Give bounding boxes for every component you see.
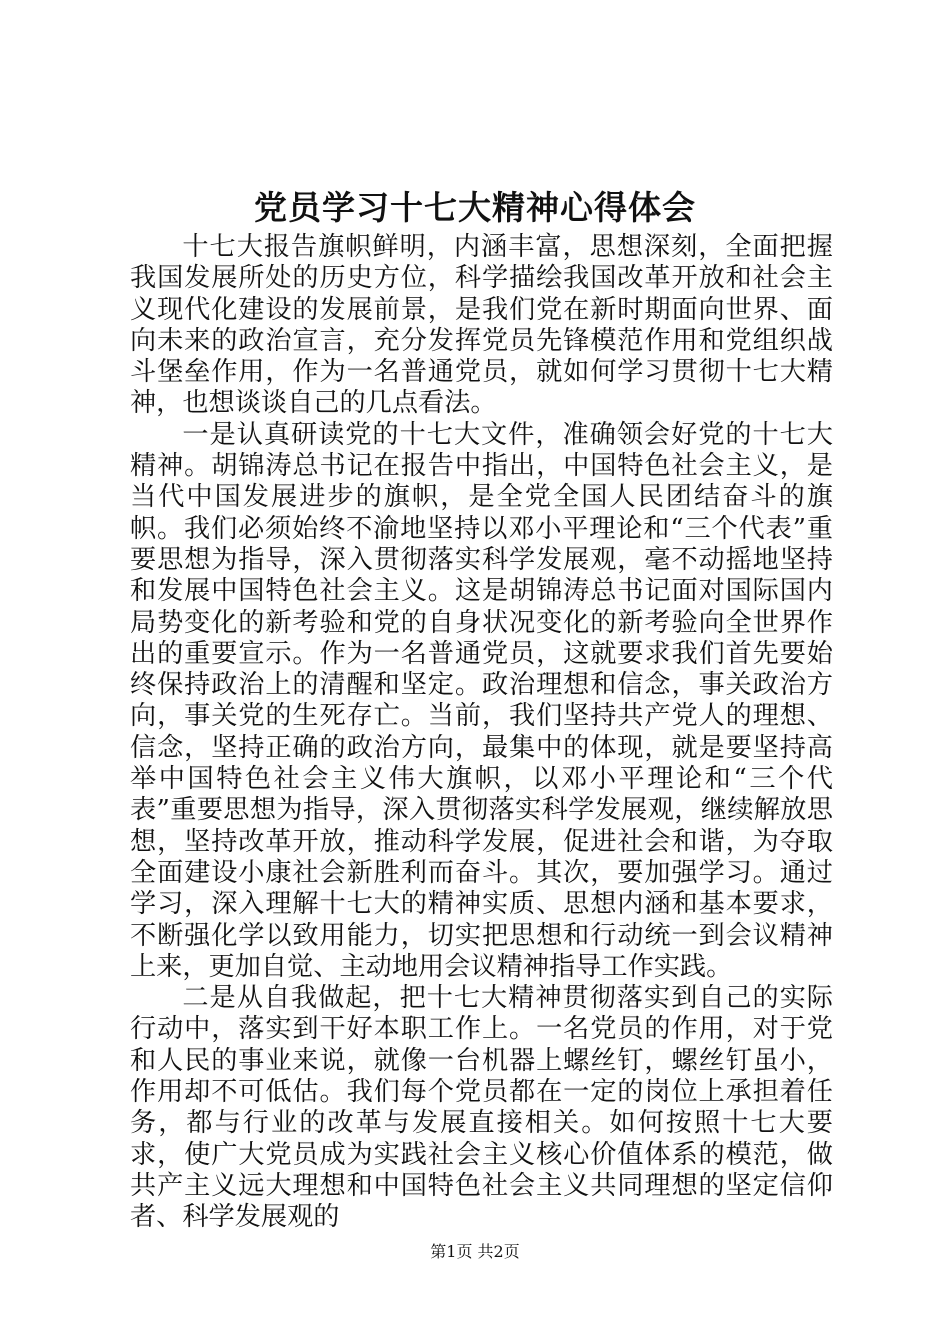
document-title: 党员学习十七大精神心得体会 (254, 188, 696, 227)
paragraph-3: 二是从自我做起，把十七大精神贯彻落实到自己的实际行动中，落实到干好本职工作上。一名党员的作用，对于党和人民的事业来说，就像一台机器上螺丝钉，螺丝钉虽小，作用却不可低估。我们每个党员都在一定的岗位上承担着任务，都与行业的改革与发展直接相关。如何按照十七大要求，使广大党员成为实践社会主义核心价值体系的模范，做共产主义远大理想和中国特色社会主义共同理想的坚定信仰者、科学发展观的 (130, 983, 833, 1233)
page-footer: 第1页 共2页 (430, 1242, 520, 1261)
document-body (130, 232, 833, 1234)
paragraph-1: 十七大报告旗帜鲜明，内涵丰富，思想深刻，全面把握我国发展所处的历史方位，科学描绘我国改革开放和社会主义现代化建设的发展前景，是我们党在新时期面向世界、面向未来的政治宣言，充分发挥党员先锋模范作用和党组织战斗堡垒作用，作为一名普通党员，就如何学习贯彻十七大精神，也想谈谈自己的几点看法。 (130, 232, 833, 419)
paragraph-2: 一是认真研读党的十七大文件，准确领会好党的十七大精神。胡锦涛总书记在报告中指出，中国特色社会主义，是当代中国发展进步的旗帜，是全党全国人民团结奋斗的旗帜。我们必须始终不渝地坚持以邓小平理论和“三个代表”重要思想为指导，深入贯彻落实科学发展观，毫不动摇地坚持和发展中国特色社会主义。这是胡锦涛总书记面对国际国内局势变化的新考验和党的自身状况变化的新考验向全世界作出的重要宣示。作为一名普通党员，这就要求我们首先要始终保持政治上的清醒和坚定。政治理想和信念，事关政治方向，事关党的生死存亡。当前，我们坚持共产党人的理想、信念，坚持正确的政治方向，最集中的体现，就是要坚持高举中国特色社会主义伟大旗帜，以邓小平理论和“三个代表”重要思想为指导，深入贯彻落实科学发展观，继续解放思想，坚持改革开放，推动科学发展，促进社会和谐，为夺取全面建设小康社会新胜利而奋斗。其次，要加强学习。通过学习，深入理解十七大的精神实质、思想内涵和基本要求，不断强化学以致用能力，切实把思想和行动统一到会议精神上来，更加自觉、主动地用会议精神指导工作实践。 (130, 419, 833, 982)
